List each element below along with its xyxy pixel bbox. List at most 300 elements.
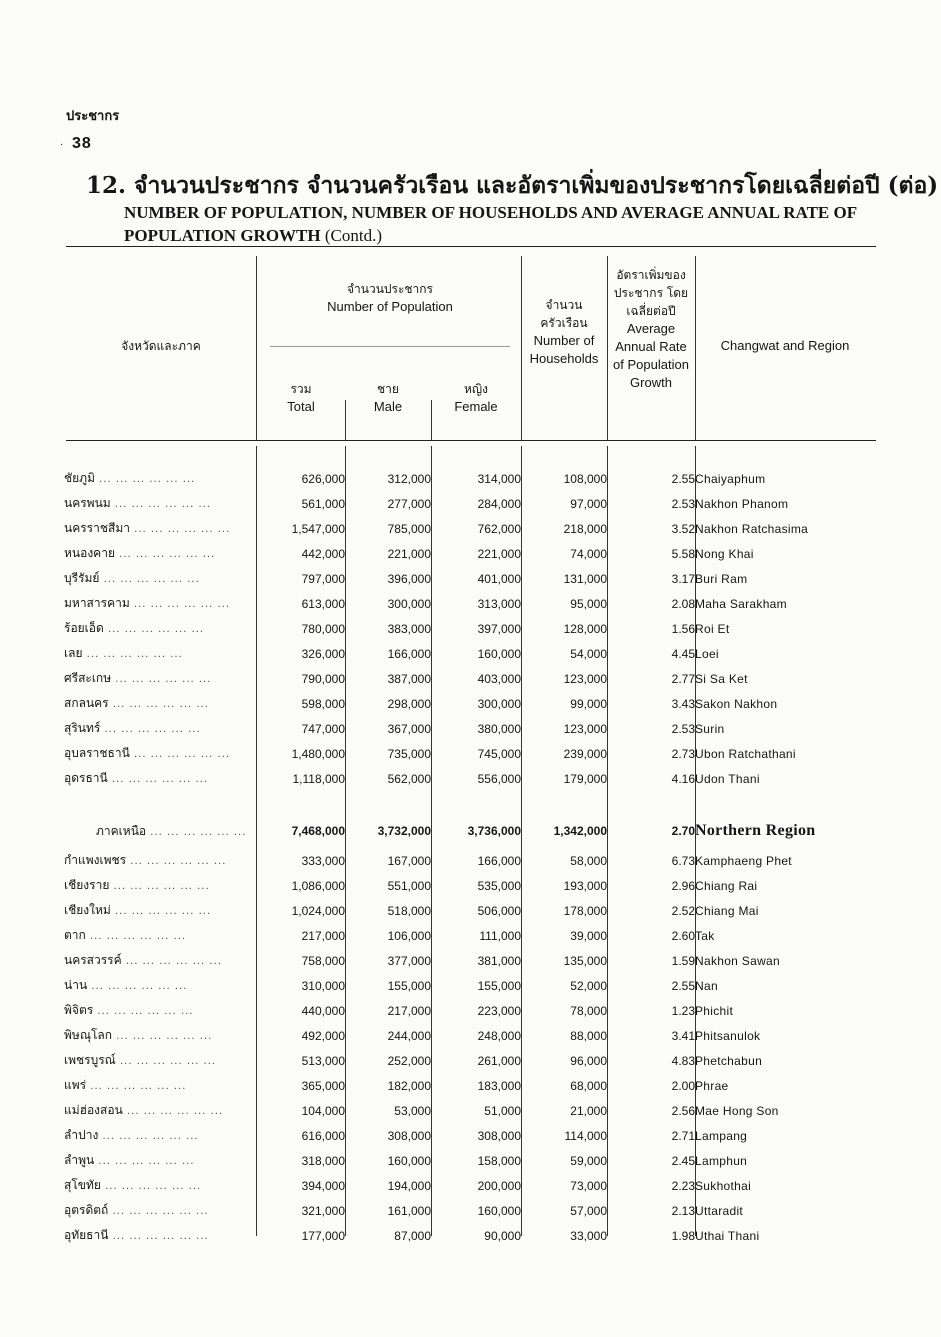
province-name-en: Northern Region xyxy=(695,822,816,839)
bullet-mark: · xyxy=(60,139,64,150)
table-row xyxy=(64,466,874,491)
leader-dots: ... ... ... ... ... ... xyxy=(87,981,188,992)
male-cell: 167,000 xyxy=(387,853,431,868)
households-cell: 123,000 xyxy=(563,671,607,686)
rate-cell: 2.71 xyxy=(671,1128,695,1143)
province-name-th-text: แม่ฮ่องสอน xyxy=(64,1103,123,1117)
rate-cell: 2.53 xyxy=(671,496,695,511)
province-name-th xyxy=(64,1148,256,1173)
province-name-th-text: แพร่ xyxy=(64,1078,87,1092)
province-name-en: Roi Et xyxy=(695,621,730,636)
households-cell: 114,000 xyxy=(564,1128,607,1143)
female-cell: 745,000 xyxy=(477,746,521,761)
total-cell: 104,000 xyxy=(301,1103,345,1118)
leader-dots: ... ... ... ... ... ... xyxy=(110,499,211,510)
province-name-th-text: ชัยภูมิ xyxy=(64,471,95,485)
leader-dots: ... ... ... ... ... ... xyxy=(86,1081,187,1092)
female-cell: 535,000 xyxy=(477,878,521,893)
province-name-th-text: พิจิตร xyxy=(64,1003,94,1017)
province-name-th xyxy=(64,766,256,791)
households-cell: 193,000 xyxy=(563,878,607,893)
header-male-th: ชาย xyxy=(377,382,399,396)
province-name-en: Loei xyxy=(695,646,719,661)
leader-dots: ... ... ... ... ... ... xyxy=(146,826,247,838)
male-cell: 735,000 xyxy=(387,746,431,761)
male-cell: 300,000 xyxy=(387,596,431,611)
households-cell: 135,000 xyxy=(563,953,607,968)
total-cell: 177,000 xyxy=(301,1228,345,1243)
header-population-th: จำนวนประชากร xyxy=(346,282,433,296)
province-name-th xyxy=(64,641,256,666)
households-cell: 21,000 xyxy=(570,1103,607,1118)
female-cell: 380,000 xyxy=(477,721,521,736)
leader-dots: ... ... ... ... ... ... xyxy=(108,1231,209,1242)
province-name-en: Lampang xyxy=(695,1128,748,1143)
total-cell: 440,000 xyxy=(301,1003,345,1018)
column-divider xyxy=(695,256,696,440)
leader-dots: ... ... ... ... ... ... xyxy=(95,474,196,485)
total-cell: 394,000 xyxy=(301,1178,345,1193)
female-cell: 300,000 xyxy=(477,696,521,711)
male-cell: 160,000 xyxy=(387,1153,431,1168)
leader-dots: ... ... ... ... ... ... xyxy=(98,1131,199,1142)
table-row xyxy=(64,948,874,973)
province-name-th xyxy=(64,873,256,898)
rate-cell: 1.98 xyxy=(671,1228,695,1243)
table-title-thai xyxy=(86,168,938,204)
province-name-th xyxy=(64,814,256,848)
province-name-en: Lamphun xyxy=(695,1153,748,1168)
total-cell: 326,000 xyxy=(301,646,345,661)
province-name-en: Phrae xyxy=(695,1078,729,1093)
table-row xyxy=(64,973,874,998)
rate-cell: 2.55 xyxy=(671,471,695,486)
province-name-th-text: ลำพูน xyxy=(64,1153,95,1167)
households-cell: 99,000 xyxy=(570,696,607,711)
table-row xyxy=(64,516,874,541)
male-cell: 785,000 xyxy=(387,521,431,536)
leader-dots: ... ... ... ... ... ... xyxy=(122,1106,224,1117)
households-cell: 96,000 xyxy=(570,1053,607,1068)
female-cell: 261,000 xyxy=(477,1053,521,1068)
header-total xyxy=(258,380,344,416)
leader-dots: ... ... ... ... ... ... xyxy=(129,749,231,760)
rate-cell: 2.00 xyxy=(671,1078,695,1093)
table-row xyxy=(64,848,874,873)
male-cell: 87,000 xyxy=(394,1228,431,1243)
rate-cell: 2.60 xyxy=(671,928,695,943)
rate-cell: 2.45 xyxy=(671,1153,695,1168)
spacer-cell xyxy=(64,791,874,814)
province-name-th-text: เชียงใหม่ xyxy=(64,903,111,917)
column-divider xyxy=(256,256,257,440)
province-name-en: Si Sa Ket xyxy=(695,671,748,686)
province-name-en: Sakon Nakhon xyxy=(695,696,778,711)
population-table xyxy=(64,466,874,1248)
rate-cell: 2.70 xyxy=(671,824,695,838)
table-row xyxy=(64,898,874,923)
households-cell: 39,000 xyxy=(570,928,607,943)
province-name-th xyxy=(64,1023,256,1048)
province-name-th xyxy=(64,1098,256,1123)
province-name-th-text: สุโขทัย xyxy=(64,1178,101,1192)
header-population-group xyxy=(262,280,518,316)
female-cell: 158,000 xyxy=(477,1153,521,1168)
households-cell: 59,000 xyxy=(570,1153,607,1168)
total-cell: 442,000 xyxy=(301,546,345,561)
province-name-th-text: ลำปาง xyxy=(64,1128,99,1142)
total-cell: 321,000 xyxy=(301,1203,345,1218)
province-name-th xyxy=(64,948,256,973)
region-total-row xyxy=(64,814,874,848)
table-row xyxy=(64,1198,874,1223)
header-male xyxy=(346,380,430,416)
rate-cell: 2.13 xyxy=(671,1203,695,1218)
total-cell: 513,000 xyxy=(301,1053,345,1068)
header-households-en: Number of Households xyxy=(529,333,599,366)
province-name-en: Ubon Ratchathani xyxy=(695,746,796,761)
table-row xyxy=(64,1223,874,1248)
province-name-en: Tak xyxy=(695,928,715,943)
households-cell: 108,000 xyxy=(563,471,607,486)
header-female xyxy=(432,380,520,416)
title-english-text: NUMBER OF POPULATION, NUMBER OF HOUSEHOLDS AND AVERAGE ANNUAL RATE OF POPULATION GROWTH xyxy=(124,203,857,245)
total-cell: 217,000 xyxy=(301,928,345,943)
rate-cell: 1.59 xyxy=(671,953,695,968)
rate-cell: 2.52 xyxy=(671,903,695,918)
table-number: 12. xyxy=(86,172,127,199)
province-name-th-text: อุทัยธานี xyxy=(64,1228,109,1242)
total-cell: 1,024,000 xyxy=(291,903,345,918)
male-cell: 396,000 xyxy=(387,571,431,586)
leader-dots: ... ... ... ... ... ... xyxy=(94,1156,195,1167)
province-name-th-text: นครราชสีมา xyxy=(64,521,130,535)
province-name-th xyxy=(64,541,256,566)
table-row xyxy=(64,541,874,566)
households-cell: 54,000 xyxy=(570,646,607,661)
table-row xyxy=(64,923,874,948)
male-cell: 277,000 xyxy=(387,496,431,511)
female-cell: 506,000 xyxy=(477,903,521,918)
female-cell: 160,000 xyxy=(477,646,521,661)
table-row xyxy=(64,491,874,516)
table-row xyxy=(64,873,874,898)
rate-cell: 5.58 xyxy=(671,546,695,561)
leader-dots: ... ... ... ... ... ... xyxy=(111,674,212,685)
households-cell: 68,000 xyxy=(570,1078,607,1093)
table-row xyxy=(64,666,874,691)
total-cell: 747,000 xyxy=(301,721,345,736)
total-cell: 1,480,000 xyxy=(291,746,345,761)
female-cell: 313,000 xyxy=(477,596,521,611)
table-row xyxy=(64,616,874,641)
male-cell: 182,000 xyxy=(387,1078,431,1093)
province-name-en: Sukhothai xyxy=(695,1178,752,1193)
header-female-en: Female xyxy=(454,399,498,414)
rate-cell: 3.43 xyxy=(671,696,695,711)
male-cell: 252,000 xyxy=(387,1053,431,1068)
leader-dots: ... ... ... ... ... ... xyxy=(99,574,200,585)
households-cell: 74,000 xyxy=(570,546,607,561)
leader-dots: ... ... ... ... ... ... xyxy=(126,856,227,867)
rate-cell: 4.16 xyxy=(671,771,695,786)
province-name-th-text: ตาก xyxy=(64,928,86,942)
province-name-en: Chiang Rai xyxy=(695,878,758,893)
province-name-th xyxy=(64,666,256,691)
leader-dots: ... ... ... ... ... ... xyxy=(108,1206,209,1217)
male-cell: 562,000 xyxy=(387,771,431,786)
leader-dots: ... ... ... ... ... ... xyxy=(115,1056,217,1067)
province-name-th xyxy=(64,1123,256,1148)
table-row xyxy=(64,566,874,591)
province-name-en: Maha Sarakham xyxy=(695,596,787,611)
male-cell: 155,000 xyxy=(387,978,431,993)
rate-cell: 2.77 xyxy=(671,671,695,686)
male-cell: 166,000 xyxy=(387,646,431,661)
province-name-th-text: ศรีสะเกษ xyxy=(64,671,112,685)
province-name-th-text: เชียงราย xyxy=(64,878,110,892)
table-row xyxy=(64,591,874,616)
male-cell: 194,000 xyxy=(387,1178,431,1193)
leader-dots: ... ... ... ... ... ... xyxy=(100,1181,202,1192)
total-cell: 758,000 xyxy=(301,953,345,968)
female-cell: 160,000 xyxy=(477,1203,521,1218)
header-region-en: Changwat and Region xyxy=(720,338,850,353)
female-cell: 284,000 xyxy=(477,496,521,511)
header-bottom-rule xyxy=(66,440,876,441)
households-cell: 52,000 xyxy=(570,978,607,993)
female-cell: 3,736,000 xyxy=(467,824,521,838)
province-name-th-text: กำแพงเพชร xyxy=(64,853,127,867)
rate-cell: 2.23 xyxy=(671,1178,695,1193)
male-cell: 3,732,000 xyxy=(377,824,431,838)
male-cell: 367,000 xyxy=(387,721,431,736)
table-body xyxy=(64,466,874,1248)
total-cell: 1,547,000 xyxy=(291,521,345,536)
female-cell: 166,000 xyxy=(477,853,521,868)
rate-cell: 2.53 xyxy=(671,721,695,736)
province-name-th xyxy=(64,1048,256,1073)
leader-dots: ... ... ... ... ... ... xyxy=(112,1031,213,1042)
total-cell: 1,118,000 xyxy=(292,771,345,786)
male-cell: 161,000 xyxy=(387,1203,431,1218)
total-cell: 333,000 xyxy=(301,853,345,868)
province-name-th-text: ร้อยเอ็ด xyxy=(64,621,104,635)
province-name-en: Chaiyaphum xyxy=(695,471,766,486)
total-cell: 561,000 xyxy=(301,496,345,511)
province-name-th xyxy=(64,566,256,591)
province-name-th xyxy=(64,691,256,716)
province-name-th-text: เพชรบูรณ์ xyxy=(64,1053,116,1067)
rate-cell: 1.23 xyxy=(671,1003,695,1018)
households-cell: 57,000 xyxy=(570,1203,607,1218)
table-row xyxy=(64,1048,874,1073)
total-cell: 613,000 xyxy=(301,596,345,611)
households-cell: 88,000 xyxy=(570,1028,607,1043)
leader-dots: ... ... ... ... ... ... xyxy=(121,956,222,967)
province-name-en: Nakhon Phanom xyxy=(695,496,789,511)
female-cell: 308,000 xyxy=(477,1128,521,1143)
province-name-th-text: พิษณุโลก xyxy=(64,1028,113,1042)
header-households-th: จำนวน ครัวเรือน xyxy=(540,298,588,330)
province-name-th xyxy=(64,1223,256,1248)
province-name-en: Udon Thani xyxy=(695,771,760,786)
rate-cell: 2.96 xyxy=(671,878,695,893)
leader-dots: ... ... ... ... ... ... xyxy=(103,624,205,635)
province-name-th xyxy=(64,973,256,998)
male-cell: 518,000 xyxy=(387,903,431,918)
province-name-en: Kamphaeng Phet xyxy=(695,853,792,868)
table-row xyxy=(64,1148,874,1173)
leader-dots: ... ... ... ... ... ... xyxy=(110,906,212,917)
rate-cell: 4.45 xyxy=(671,646,695,661)
total-cell: 318,000 xyxy=(301,1153,345,1168)
province-name-en: Phetchabun xyxy=(695,1053,763,1068)
page-number: 38 xyxy=(72,135,92,152)
province-name-en: Surin xyxy=(695,721,725,736)
leader-dots: ... ... ... ... ... ... xyxy=(129,524,231,535)
households-cell: 179,000 xyxy=(563,771,607,786)
rate-cell: 4.83 xyxy=(671,1053,695,1068)
households-cell: 1,342,000 xyxy=(553,824,607,838)
province-name-en: Nan xyxy=(695,978,718,993)
female-cell: 381,000 xyxy=(477,953,521,968)
male-cell: 383,000 xyxy=(387,621,431,636)
rate-cell: 1.56 xyxy=(671,621,695,636)
female-cell: 556,000 xyxy=(477,771,521,786)
table-row xyxy=(64,998,874,1023)
province-name-th-text: เลย xyxy=(64,646,83,660)
table-title-english xyxy=(124,201,859,247)
households-cell: 178,000 xyxy=(563,903,607,918)
female-cell: 314,000 xyxy=(477,471,521,486)
leader-dots: ... ... ... ... ... ... xyxy=(129,599,231,610)
table-row xyxy=(64,641,874,666)
total-cell: 598,000 xyxy=(301,696,345,711)
title-thai-text: จำนวนประชากร จำนวนครัวเรือน และอัตราเพิ่มของประชากรโดยเฉลี่ยต่อปี (ต่อ) xyxy=(134,172,939,199)
province-name-th xyxy=(64,848,256,873)
header-rate xyxy=(608,266,694,392)
province-name-th xyxy=(64,1173,256,1198)
total-cell: 365,000 xyxy=(301,1078,345,1093)
table-row xyxy=(64,766,874,791)
leader-dots: ... ... ... ... ... ... xyxy=(114,549,216,560)
households-cell: 123,000 xyxy=(563,721,607,736)
leader-dots: ... ... ... ... ... ... xyxy=(82,649,183,660)
rate-cell: 2.08 xyxy=(671,596,695,611)
male-cell: 106,000 xyxy=(387,928,431,943)
province-name-th xyxy=(64,491,256,516)
leader-dots: ... ... ... ... ... ... xyxy=(100,724,201,735)
header-households xyxy=(522,296,606,368)
households-cell: 131,000 xyxy=(563,571,607,586)
header-top-rule xyxy=(66,246,876,247)
households-cell: 128,000 xyxy=(563,621,607,636)
rate-cell: 6.73 xyxy=(671,853,695,868)
province-name-en: Mae Hong Son xyxy=(695,1103,779,1118)
province-name-th-text: มหาสารคาม xyxy=(64,596,130,610)
households-cell: 97,000 xyxy=(570,496,607,511)
total-cell: 780,000 xyxy=(301,621,345,636)
header-population-en: Number of Population xyxy=(327,299,453,314)
male-cell: 53,000 xyxy=(394,1103,431,1118)
province-name-en: Buri Ram xyxy=(695,571,748,586)
households-cell: 239,000 xyxy=(563,746,607,761)
households-cell: 58,000 xyxy=(570,853,607,868)
households-cell: 33,000 xyxy=(570,1228,607,1243)
table-row xyxy=(64,716,874,741)
total-cell: 1,086,000 xyxy=(291,878,345,893)
province-name-th-text: นครพนม xyxy=(64,496,111,510)
province-name-en: Phitsanulok xyxy=(695,1028,761,1043)
total-cell: 790,000 xyxy=(301,671,345,686)
province-name-en: Uthai Thani xyxy=(695,1228,760,1243)
total-cell: 492,000 xyxy=(301,1028,345,1043)
province-name-en: Nakhon Ratchasima xyxy=(695,521,809,536)
province-name-en: Nong Khai xyxy=(695,546,754,561)
female-cell: 401,000 xyxy=(477,571,521,586)
province-name-th xyxy=(64,616,256,641)
province-name-th xyxy=(64,741,256,766)
province-name-th xyxy=(64,898,256,923)
province-name-en: Phichit xyxy=(695,1003,734,1018)
rate-cell: 2.56 xyxy=(671,1103,695,1118)
rate-cell: 2.73 xyxy=(671,746,695,761)
female-cell: 762,000 xyxy=(477,521,521,536)
male-cell: 387,000 xyxy=(387,671,431,686)
province-name-th xyxy=(64,716,256,741)
running-head: ประชากร xyxy=(66,109,120,124)
female-cell: 183,000 xyxy=(477,1078,521,1093)
leader-dots: ... ... ... ... ... ... xyxy=(108,699,209,710)
leader-dots: ... ... ... ... ... ... xyxy=(93,1006,194,1017)
households-cell: 78,000 xyxy=(570,1003,607,1018)
total-cell: 797,000 xyxy=(301,571,345,586)
province-name-en: Chiang Mai xyxy=(695,903,759,918)
subgroup-rule xyxy=(270,346,510,347)
total-cell: 616,000 xyxy=(301,1128,345,1143)
female-cell: 200,000 xyxy=(477,1178,521,1193)
table-row xyxy=(64,1023,874,1048)
female-cell: 155,000 xyxy=(477,978,521,993)
female-cell: 403,000 xyxy=(477,671,521,686)
province-name-th-text: น่าน xyxy=(64,978,88,992)
rate-cell: 3.52 xyxy=(671,521,695,536)
table-row xyxy=(64,1123,874,1148)
table-row xyxy=(64,691,874,716)
male-cell: 551,000 xyxy=(387,878,431,893)
province-name-th xyxy=(64,1198,256,1223)
male-cell: 217,000 xyxy=(387,1003,431,1018)
header-province-th: จังหวัดและภาค xyxy=(121,339,201,353)
title-contd: (Contd.) xyxy=(324,226,383,245)
province-name-th-text: ภาคเหนือ xyxy=(96,823,147,838)
province-name-th xyxy=(64,923,256,948)
households-cell: 95,000 xyxy=(570,596,607,611)
spacer-row xyxy=(64,791,874,814)
rate-cell: 3.17 xyxy=(671,571,695,586)
table-row xyxy=(64,1073,874,1098)
total-cell: 310,000 xyxy=(301,978,345,993)
province-name-th-text: อุดรธานี xyxy=(64,771,108,785)
province-name-th-text: บุรีรัมย์ xyxy=(64,571,100,585)
province-name-th xyxy=(64,998,256,1023)
leader-dots: ... ... ... ... ... ... xyxy=(109,881,210,892)
province-name-th-text: นครสวรรค์ xyxy=(64,953,122,967)
province-name-th xyxy=(64,516,256,541)
male-cell: 308,000 xyxy=(387,1128,431,1143)
province-name-th xyxy=(64,466,256,491)
